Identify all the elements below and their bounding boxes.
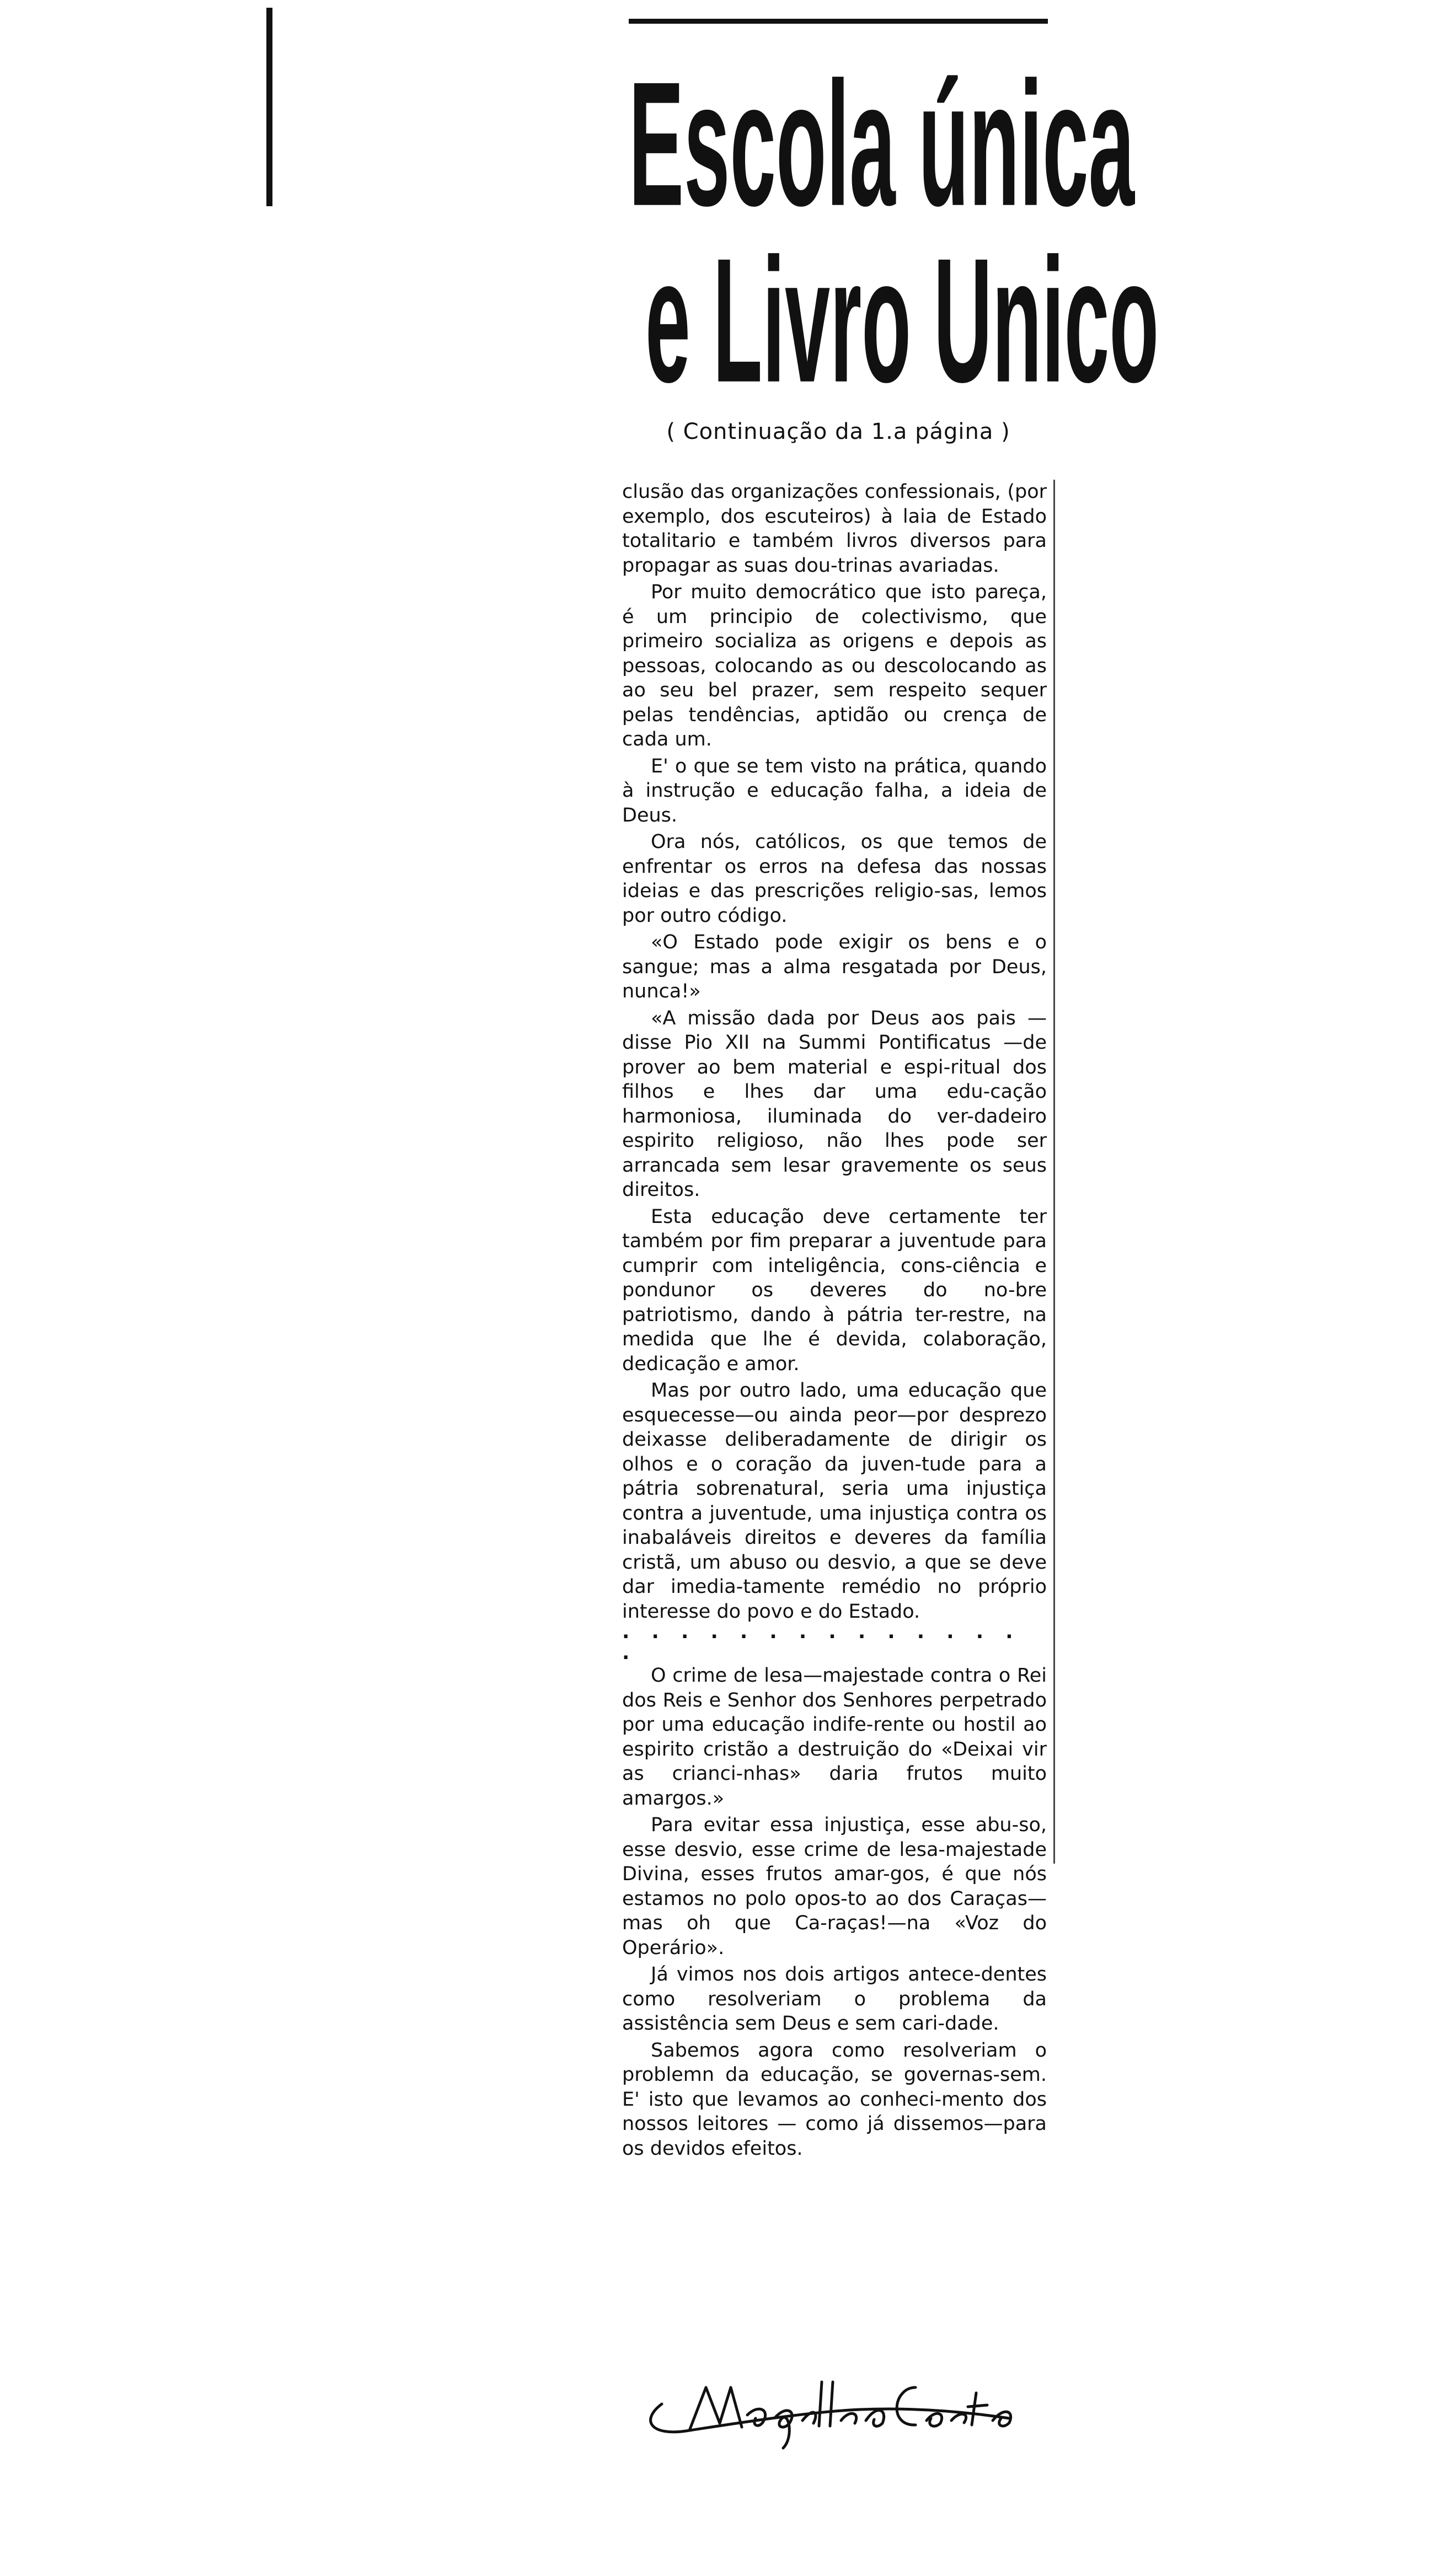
paragraph: Ora nós, católicos, os que temos de enfrentar os erros na defesa das nossas ideias e das prescrições religio-sas, lemos por outro código. (622, 831, 1047, 927)
headline-line-2: e Livro Unico (645, 221, 1159, 420)
paragraph: E' o que se tem visto na prática, quando à instrução e educação falha, a ideia de Deus. (622, 755, 1047, 827)
signature-image (629, 2365, 1059, 2454)
headline (629, 44, 1159, 420)
paragraph: Esta educação deve certamente ter também por fim preparar a juventude para cumprir com inteligência, cons-ciência e pondunor os deveres do no-bre patriotismo, dando à pátria ter-restre, na medida que lhe é devida, colaboração, dedicação e amor. (622, 1205, 1047, 1375)
paragraph: Por muito democrático que isto pareça, é um principio de colectivismo, que primeiro socializa as origens e depois as pessoas, colocando as ou descolocando as ao seu bel prazer, sem respeito sequer pelas tendências, aptidão ou crença de cada um. (622, 581, 1047, 750)
paragraph: Para evitar essa injustiça, esse abu-so, esse desvio, esse crime de lesa-majestade Divina, esses frutos amar-gos, é que nós estamos no polo opos-to ao dos Caraças—mas oh que Ca-raças!—na «Voz do Operário». (622, 1814, 1047, 1959)
article-body (622, 480, 1047, 2163)
subtitle: ( Continuação da 1.a página ) (666, 419, 1010, 444)
section-separator: . . . . . . . . . . . . . . . (622, 1621, 1021, 1664)
signature (629, 2365, 1059, 2454)
paragraph: O crime de lesa—majestade contra o Rei dos Reis e Senhor dos Senhores perpetrado por uma educação indife-rente ou hostil ao espirito cristão a destruição do «Deixai vir as crianci-nhas» daria frutos muito amargos.» (622, 1665, 1047, 1810)
paragraph: Mas por outro lado, uma educação que esquecesse—ou ainda peor—por desprezo deixasse deliberadamente de dirigir os olhos e o coração da juven-tude para a pátria sobrenatural, seria uma injustiça contra a juventude, uma injustiça contra os inabaláveis direitos e deveres da família cristã, um abuso ou desvio, a que se deve dar imedia-tamente remédio no próprio interesse do povo e do Estado. (622, 1380, 1047, 1623)
headline-line-1: Escola única (629, 44, 1135, 243)
paragraph: Já vimos nos dois artigos antece-dentes como resolveriam o problema da assistência sem Deus e sem cari-dade. (622, 1963, 1047, 2035)
margin-rule (266, 8, 272, 206)
paragraph: «A missão dada por Deus aos pais —disse Pio XII na Summi Pontificatus —de prover ao bem material e espi-ritual dos filhos e lhes dar uma edu-cação harmoniosa, iluminada do ver-dadeiro espirito religioso, não lhes pode ser arrancada sem lesar gravemente os seus direitos. (622, 1007, 1047, 1201)
paragraph: clusão das organizações confessionais, (por exemplo, dos escuteiros) à laia de Estado totalitario e também livros diversos para propagar as suas dou-trinas avariadas. (622, 481, 1047, 577)
paragraph: Sabemos agora como resolveriam o problemn da educação, se governas-sem. E' isto que levamos ao conheci-mento dos nossos leitores — como já dissemos—para os devidos efeitos. (622, 2039, 1047, 2160)
top-rule (629, 19, 1048, 24)
column-rule (1053, 480, 1055, 1864)
paragraph: «O Estado pode exigir os bens e o sangue; mas a alma resgatada por Deus, nunca!» (622, 931, 1047, 1002)
